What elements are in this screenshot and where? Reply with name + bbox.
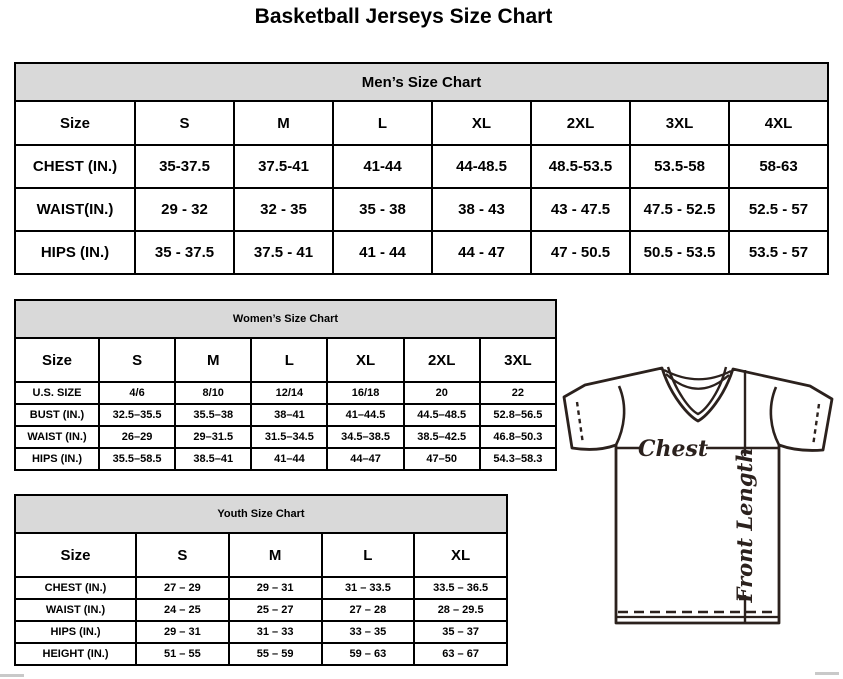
size-cell: 25 – 27 bbox=[229, 599, 322, 621]
size-cell: 44-48.5 bbox=[432, 145, 531, 188]
size-cell: 43 - 47.5 bbox=[531, 188, 630, 231]
womens-col-header: 2XL bbox=[404, 338, 480, 382]
mens-col-header: 4XL bbox=[729, 101, 828, 145]
row-label: WAIST(IN.) bbox=[15, 188, 135, 231]
womens-col-header: L bbox=[251, 338, 327, 382]
size-cell: 51 – 55 bbox=[136, 643, 229, 665]
chest-measure-label: Chest bbox=[637, 436, 709, 462]
size-cell: 44–47 bbox=[327, 448, 403, 470]
size-cell: 35 – 37 bbox=[414, 621, 507, 643]
size-cell: 52.5 - 57 bbox=[729, 188, 828, 231]
row-label: HIPS (IN.) bbox=[15, 231, 135, 274]
youth-size-table bbox=[14, 494, 508, 666]
page-title: Basketball Jerseys Size Chart bbox=[254, 5, 553, 28]
table-row bbox=[15, 188, 828, 231]
size-cell: 12/14 bbox=[251, 382, 327, 404]
size-cell: 37.5 - 41 bbox=[234, 231, 333, 274]
size-cell: 4/6 bbox=[99, 382, 175, 404]
mens-col-header: 3XL bbox=[630, 101, 729, 145]
table-row bbox=[15, 145, 828, 188]
size-cell: 27 – 28 bbox=[322, 599, 415, 621]
row-label: BUST (IN.) bbox=[15, 404, 99, 426]
size-cell: 37.5-41 bbox=[234, 145, 333, 188]
size-cell: 33.5 – 36.5 bbox=[414, 577, 507, 599]
sleeve-seam-left bbox=[616, 386, 624, 445]
youth-col-header: S bbox=[136, 533, 229, 577]
mens-col-header: S bbox=[135, 101, 234, 145]
size-cell: 22 bbox=[480, 382, 556, 404]
table-row bbox=[15, 382, 556, 404]
size-cell: 35 - 38 bbox=[333, 188, 432, 231]
size-cell: 34.5–38.5 bbox=[327, 426, 403, 448]
jersey-outline-icon bbox=[564, 368, 832, 623]
mens-col-header: 2XL bbox=[531, 101, 630, 145]
scrollbar-fragment-left bbox=[0, 674, 24, 677]
row-label: HIPS (IN.) bbox=[15, 448, 99, 470]
size-cell: 32 - 35 bbox=[234, 188, 333, 231]
mens-table-title: Men’s Size Chart bbox=[15, 63, 828, 101]
size-cell: 41–44.5 bbox=[327, 404, 403, 426]
womens-col-header: S bbox=[99, 338, 175, 382]
youth-size-label: Size bbox=[15, 533, 136, 577]
size-cell: 35.5–38 bbox=[175, 404, 251, 426]
size-cell: 38.5–42.5 bbox=[404, 426, 480, 448]
jersey-measurement-diagram bbox=[555, 355, 843, 679]
womens-table-title: Women’s Size Chart bbox=[15, 300, 556, 338]
womens-col-header: M bbox=[175, 338, 251, 382]
size-cell: 44.5–48.5 bbox=[404, 404, 480, 426]
cuff-stitch-right bbox=[813, 404, 819, 446]
womens-size-label: Size bbox=[15, 338, 99, 382]
size-cell: 53.5-58 bbox=[630, 145, 729, 188]
size-cell: 32.5–35.5 bbox=[99, 404, 175, 426]
size-cell: 47 - 50.5 bbox=[531, 231, 630, 274]
size-cell: 20 bbox=[404, 382, 480, 404]
cuff-stitch-left bbox=[577, 402, 583, 444]
row-label: HEIGHT (IN.) bbox=[15, 643, 136, 665]
table-row bbox=[15, 448, 556, 470]
size-cell: 46.8–50.3 bbox=[480, 426, 556, 448]
size-cell: 55 – 59 bbox=[229, 643, 322, 665]
size-cell: 47–50 bbox=[404, 448, 480, 470]
row-label: CHEST (IN.) bbox=[15, 577, 136, 599]
size-cell: 50.5 - 53.5 bbox=[630, 231, 729, 274]
size-cell: 31 – 33.5 bbox=[322, 577, 415, 599]
collar-back-arc bbox=[664, 370, 731, 379]
size-cell: 27 – 29 bbox=[136, 577, 229, 599]
size-cell: 29 – 31 bbox=[136, 621, 229, 643]
row-label: HIPS (IN.) bbox=[15, 621, 136, 643]
row-label: CHEST (IN.) bbox=[15, 145, 135, 188]
row-label: U.S. SIZE bbox=[15, 382, 99, 404]
size-cell: 35-37.5 bbox=[135, 145, 234, 188]
size-cell: 38–41 bbox=[251, 404, 327, 426]
womens-size-table bbox=[14, 299, 557, 471]
sleeve-seam-right bbox=[771, 387, 779, 445]
collar-inner-band bbox=[668, 367, 726, 414]
mens-col-header: XL bbox=[432, 101, 531, 145]
size-cell: 29–31.5 bbox=[175, 426, 251, 448]
table-row bbox=[15, 426, 556, 448]
size-cell: 63 – 67 bbox=[414, 643, 507, 665]
size-cell: 28 – 29.5 bbox=[414, 599, 507, 621]
womens-col-header: XL bbox=[327, 338, 403, 382]
size-cell: 35.5–58.5 bbox=[99, 448, 175, 470]
table-row bbox=[15, 599, 507, 621]
mens-size-label: Size bbox=[15, 101, 135, 145]
size-cell: 38 - 43 bbox=[432, 188, 531, 231]
size-cell: 41 - 44 bbox=[333, 231, 432, 274]
row-label: WAIST (IN.) bbox=[15, 426, 99, 448]
mens-col-header: L bbox=[333, 101, 432, 145]
table-row bbox=[15, 577, 507, 599]
size-cell: 44 - 47 bbox=[432, 231, 531, 274]
size-cell: 8/10 bbox=[175, 382, 251, 404]
size-cell: 26–29 bbox=[99, 426, 175, 448]
front-length-measure-label: Front Length bbox=[732, 447, 757, 603]
size-cell: 41-44 bbox=[333, 145, 432, 188]
size-cell: 52.8–56.5 bbox=[480, 404, 556, 426]
size-cell: 41–44 bbox=[251, 448, 327, 470]
youth-table-title: Youth Size Chart bbox=[15, 495, 507, 533]
table-row bbox=[15, 231, 828, 274]
table-row bbox=[15, 643, 507, 665]
size-cell: 53.5 - 57 bbox=[729, 231, 828, 274]
size-cell: 59 – 63 bbox=[322, 643, 415, 665]
table-row bbox=[15, 404, 556, 426]
scrollbar-fragment-right bbox=[815, 672, 839, 675]
youth-col-header: XL bbox=[414, 533, 507, 577]
size-cell: 29 – 31 bbox=[229, 577, 322, 599]
size-cell: 31.5–34.5 bbox=[251, 426, 327, 448]
size-cell: 33 – 35 bbox=[322, 621, 415, 643]
size-cell: 54.3–58.3 bbox=[480, 448, 556, 470]
youth-col-header: L bbox=[322, 533, 415, 577]
womens-col-header: 3XL bbox=[480, 338, 556, 382]
size-cell: 48.5-53.5 bbox=[531, 145, 630, 188]
size-cell: 31 – 33 bbox=[229, 621, 322, 643]
mens-col-header: M bbox=[234, 101, 333, 145]
size-cell: 47.5 - 52.5 bbox=[630, 188, 729, 231]
size-cell: 29 - 32 bbox=[135, 188, 234, 231]
size-cell: 38.5–41 bbox=[175, 448, 251, 470]
table-row bbox=[15, 621, 507, 643]
mens-size-table bbox=[14, 62, 829, 275]
row-label: WAIST (IN.) bbox=[15, 599, 136, 621]
youth-col-header: M bbox=[229, 533, 322, 577]
size-cell: 16/18 bbox=[327, 382, 403, 404]
size-cell: 24 – 25 bbox=[136, 599, 229, 621]
size-cell: 35 - 37.5 bbox=[135, 231, 234, 274]
size-cell: 58-63 bbox=[729, 145, 828, 188]
